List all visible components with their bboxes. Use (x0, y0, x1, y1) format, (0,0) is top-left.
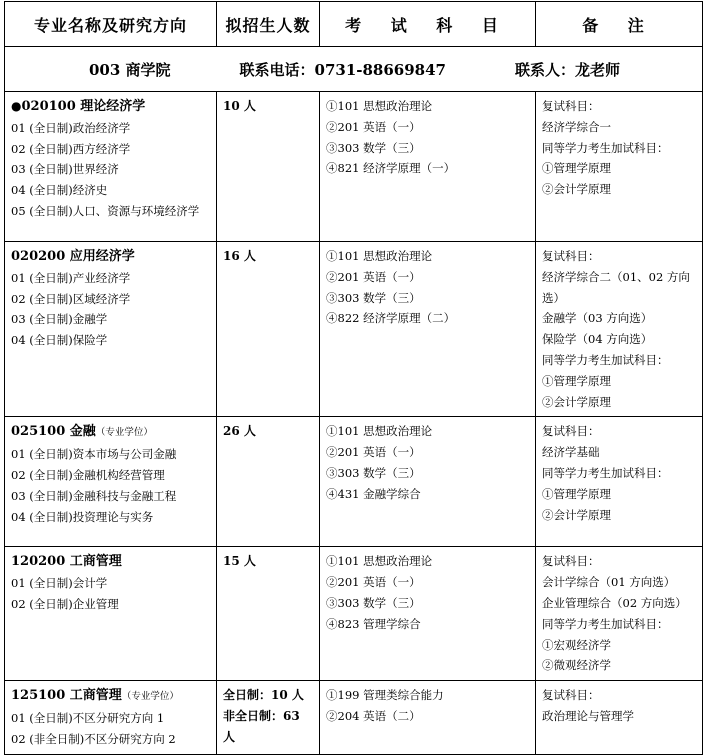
school-name: 003 商学院 (89, 60, 171, 79)
program-row (5, 92, 703, 242)
exam-subject: ②201 英语（一） (326, 445, 421, 460)
exam-subject: ④431 金融学综合 (326, 486, 421, 501)
exam-subject: ③303 数学（三） (326, 140, 421, 155)
major-title-line (11, 246, 212, 268)
note-line: ①宏观经济学 (542, 637, 611, 652)
note-line: 经济学综合一 (542, 119, 611, 134)
enrollment-count: 26 人 (223, 424, 256, 439)
exam-subject: ④822 经济学原理（二） (326, 311, 456, 326)
major-code-title: 025100 金融 (11, 424, 96, 440)
major-code-title: 020200 应用经济学 (11, 249, 135, 264)
bullet-mark: ● (11, 99, 22, 113)
enrollment-cell (217, 681, 320, 754)
note-line: 政治理论与管理学 (542, 708, 634, 723)
school-phone: 联系电话：0731-88669847 (239, 60, 446, 79)
research-direction: 01 (全日制)不区分研究方向 1 (11, 710, 165, 725)
note-line: ①管理学原理 (542, 161, 611, 176)
header-notes: 备 注 (536, 2, 703, 47)
note-line: ①管理学原理 (542, 373, 611, 388)
exam-subject: ②204 英语（二） (326, 708, 421, 723)
major-cell (5, 417, 217, 547)
exam-subject: ②201 英语（一） (326, 119, 421, 134)
enrollment-cell (217, 417, 320, 547)
enrollment-count: 10 人 (223, 99, 256, 113)
header-exam-subjects: 考 试 科 目 (320, 2, 536, 47)
note-line: 复试科目： (542, 424, 600, 439)
note-line: 复试科目： (542, 688, 600, 703)
notes-cell (536, 92, 703, 242)
research-direction: 03 (全日制)金融学 (11, 312, 108, 327)
note-line: 同等学力考生加试科目： (542, 140, 669, 155)
research-direction: 01 (全日制)政治经济学 (11, 120, 131, 135)
research-direction: 05 (全日制)人口、资源与环境经济学 (11, 203, 200, 218)
exam-subject: ②201 英语（一） (326, 269, 421, 284)
research-direction: 01 (全日制)会计学 (11, 576, 108, 591)
enrollment-cell (217, 92, 320, 242)
research-direction: 01 (全日制)资本市场与公司金融 (11, 447, 177, 462)
exam-cell (320, 242, 536, 417)
research-direction: 04 (全日制)投资理论与实务 (11, 509, 154, 524)
program-row (5, 242, 703, 417)
major-title-line (11, 685, 212, 708)
header-enrollment: 拟招生人数 (217, 2, 320, 47)
note-line: ①管理学原理 (542, 486, 611, 501)
program-row (5, 547, 703, 681)
major-code-title: 125100 工商管理 (11, 688, 122, 704)
research-direction: 02 (全日制)企业管理 (11, 596, 119, 611)
exam-subject: ①101 思想政治理论 (326, 249, 433, 263)
research-direction: 02 (非全日制)不区分研究方向 2 (11, 731, 176, 746)
major-cell (5, 681, 217, 754)
enrollment-cell (217, 547, 320, 681)
research-direction: 03 (全日制)世界经济 (11, 162, 119, 177)
note-line: 复试科目： (542, 554, 600, 569)
exam-subject: ④821 经济学原理（一） (326, 161, 456, 176)
research-direction: 03 (全日制)金融科技与金融工程 (11, 488, 177, 503)
major-title-line (11, 421, 212, 444)
note-line: 经济学综合二（01、02 方向 (542, 269, 690, 284)
program-row (5, 417, 703, 547)
enrollment-count: 非全日制：63 人 (223, 708, 300, 744)
note-line: ②会计学原理 (542, 507, 611, 522)
note-line: 选） (542, 290, 565, 305)
note-line: ②微观经济学 (542, 658, 611, 673)
exam-cell (320, 92, 536, 242)
major-code-title: 020100 理论经济学 (21, 99, 146, 114)
note-line: 同等学力考生加试科目： (542, 465, 669, 480)
exam-cell (320, 681, 536, 754)
exam-subject: ①101 思想政治理论 (326, 554, 433, 569)
program-row (5, 681, 703, 754)
research-direction: 02 (全日制)西方经济学 (11, 141, 131, 156)
school-contact: 联系人：龙老师 (514, 60, 620, 79)
exam-subject: ③303 数学（三） (326, 595, 421, 610)
major-title-line (11, 96, 212, 118)
major-cell (5, 242, 217, 417)
exam-subject: ①101 思想政治理论 (326, 424, 433, 439)
notes-cell (536, 681, 703, 754)
research-direction: 04 (全日制)经济史 (11, 183, 108, 198)
exam-cell (320, 417, 536, 547)
exam-subject: ③303 数学（三） (326, 465, 421, 480)
major-cell (5, 547, 217, 681)
major-cell (5, 92, 217, 242)
major-title-line (11, 551, 212, 573)
research-direction: 02 (全日制)金融机构经营管理 (11, 467, 165, 482)
note-line: ②会计学原理 (542, 182, 611, 197)
notes-cell (536, 547, 703, 681)
note-line: 经济学基础 (542, 445, 600, 460)
exam-subject: ①199 管理类综合能力 (326, 688, 444, 703)
note-line: ②会计学原理 (542, 394, 611, 409)
header-major: 专业名称及研究方向 (5, 2, 217, 47)
note-line: 复试科目： (542, 99, 600, 113)
note-line: 会计学综合（01 方向选） (542, 575, 676, 590)
note-line: 金融学（03 方向选） (542, 311, 653, 326)
exam-subject: ③303 数学（三） (326, 290, 421, 305)
research-direction: 01 (全日制)产业经济学 (11, 270, 131, 285)
note-line: 同等学力考生加试科目： (542, 616, 669, 631)
enrollment-count: 15 人 (223, 554, 256, 569)
exam-cell (320, 547, 536, 681)
enrollment-count: 全日制：10 人 (223, 688, 304, 703)
exam-subject: ②201 英语（一） (326, 575, 421, 590)
enrollment-cell (217, 242, 320, 417)
exam-subject: ④823 管理学综合 (326, 616, 421, 631)
school-row (5, 47, 703, 92)
admissions-table (4, 1, 703, 755)
note-line: 保险学（04 方向选） (542, 332, 653, 347)
major-code-title: 120200 工商管理 (11, 554, 122, 570)
enrollment-count: 16 人 (223, 249, 256, 263)
degree-qualifier: （专业学位） (95, 427, 153, 439)
note-line: 企业管理综合（02 方向选） (542, 595, 687, 610)
note-line: 同等学力考生加试科目： (542, 352, 669, 367)
degree-qualifier: （专业学位） (121, 691, 179, 703)
research-direction: 04 (全日制)保险学 (11, 333, 108, 348)
header-row (5, 2, 703, 47)
exam-subject: ①101 思想政治理论 (326, 99, 433, 113)
notes-cell (536, 417, 703, 547)
notes-cell (536, 242, 703, 417)
note-line: 复试科目： (542, 249, 600, 263)
research-direction: 02 (全日制)区域经济学 (11, 291, 131, 306)
